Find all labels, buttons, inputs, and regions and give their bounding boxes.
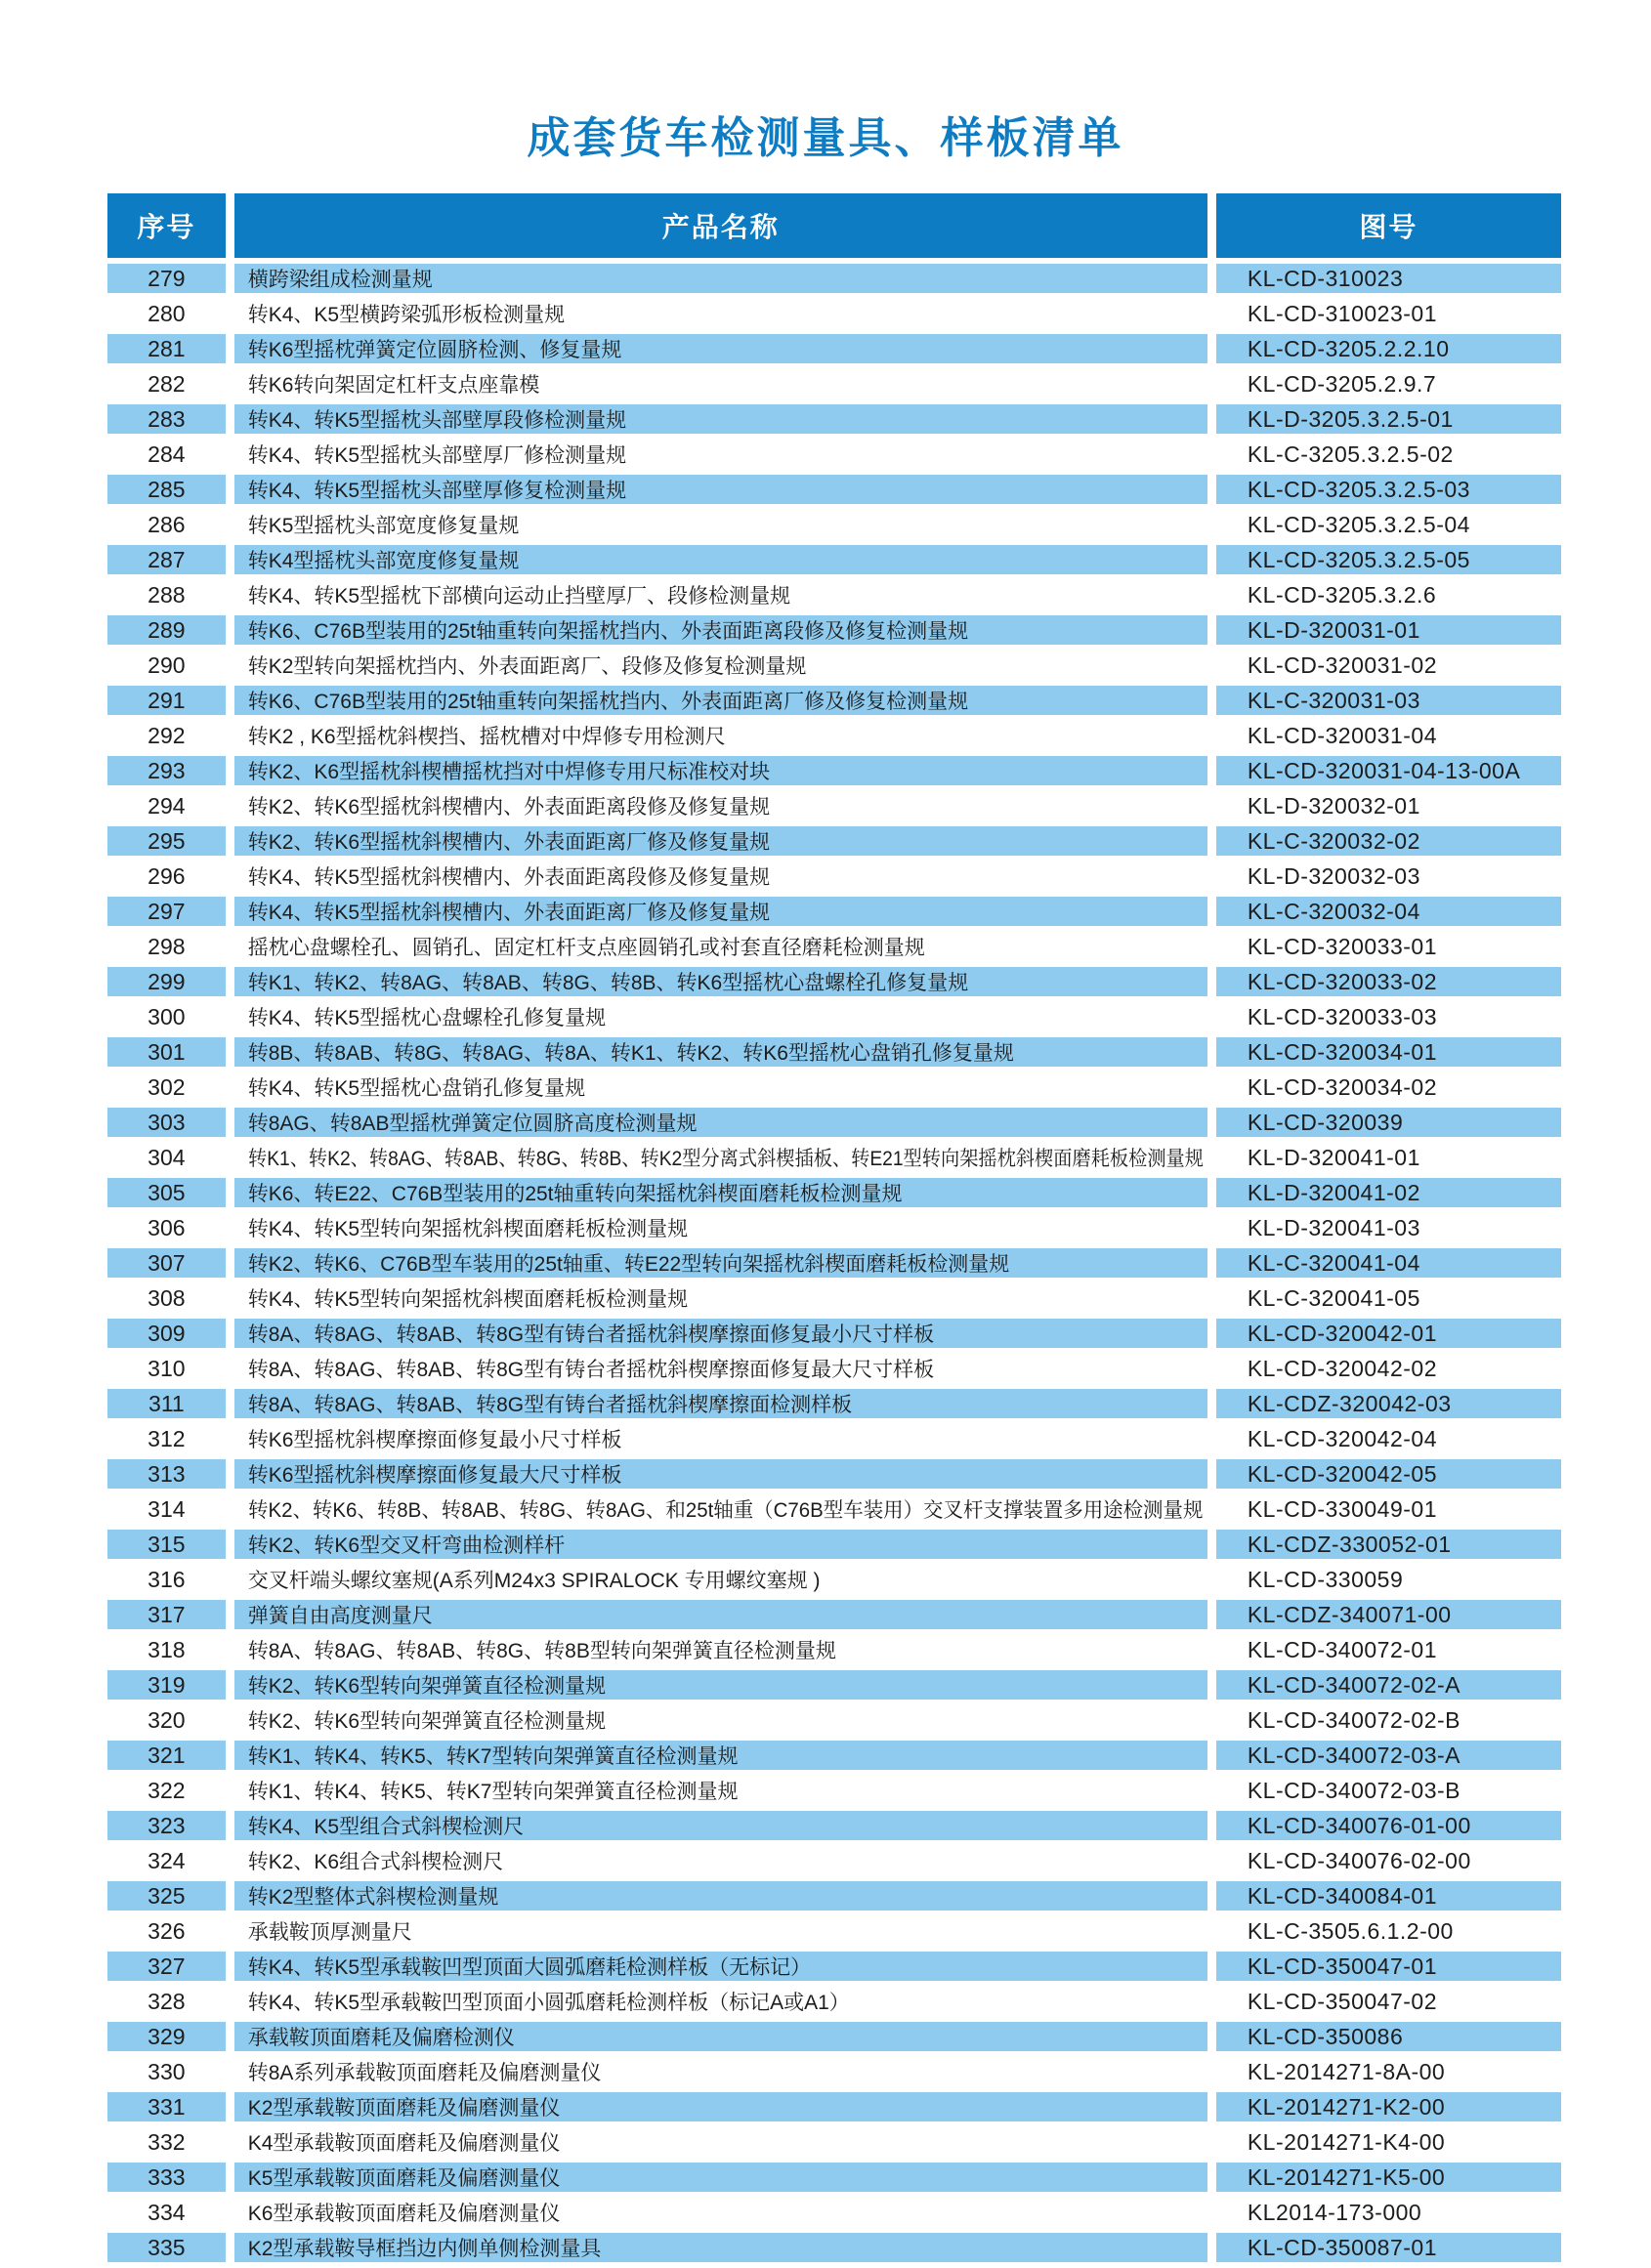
row-index: 327	[107, 1952, 226, 1981]
table-row	[107, 1108, 1561, 1137]
row-index: 302	[148, 1073, 186, 1100]
table-row	[107, 580, 1561, 609]
row-drawing-number: KL-CD-3205.2.2.10	[1216, 334, 1561, 363]
table-row	[107, 1846, 1561, 1875]
row-drawing-number: KL-CD-3205.3.2.5-03	[1216, 475, 1561, 504]
row-drawing-number: KL2014-173-000	[1247, 2199, 1422, 2225]
row-index: 309	[107, 1319, 226, 1348]
row-index: 296	[148, 862, 186, 889]
table-row	[107, 1635, 1561, 1664]
table-row	[107, 2022, 1561, 2051]
table-row	[107, 686, 1561, 715]
row-index: 335	[107, 2233, 226, 2262]
table-row	[107, 1530, 1561, 1559]
row-index: 318	[148, 1636, 186, 1662]
column-header-index: 序号	[107, 193, 226, 258]
row-index: 284	[148, 441, 186, 467]
row-product-name: 转K2型整体式斜楔检测量规	[234, 1881, 1207, 1911]
table-row	[107, 756, 1561, 785]
row-drawing-number: KL-CD-350087-01	[1216, 2233, 1561, 2262]
table-row	[107, 440, 1561, 469]
row-product-name: 转K4、K5型横跨梁弧形板检测量规	[247, 304, 566, 326]
table-row	[107, 2057, 1561, 2086]
row-product-name: 转K6型摇枕斜楔摩擦面修复最大尺寸样板	[234, 1459, 1207, 1489]
row-product-name: 转8A、转8AG、转8AB、转8G、转8B型转向架弹簧直径检测量规	[247, 1640, 836, 1662]
table-row	[107, 1072, 1561, 1102]
row-product-name: 转K4、K5型组合式斜楔检测尺	[234, 1811, 1207, 1840]
row-product-name: 转K4、转K5型转向架摇枕斜楔面磨耗板检测量规	[247, 1288, 689, 1311]
row-index: 295	[107, 826, 226, 856]
row-index: 328	[148, 1988, 186, 2014]
row-drawing-number: KL-CD-3205.3.2.6	[1247, 581, 1437, 608]
row-index: 332	[148, 2128, 186, 2155]
row-drawing-number: KL-C-320041-04	[1216, 1248, 1561, 1278]
row-drawing-number: KL-CDZ-330052-01	[1216, 1530, 1561, 1559]
row-product-name: 转K2型转向架摇枕挡内、外表面距离厂、段修及修复检测量规	[247, 655, 807, 678]
table-row	[107, 1811, 1561, 1840]
row-index: 281	[107, 334, 226, 363]
row-product-name: 转K6、C76B型装用的25t轴重转向架摇枕挡内、外表面距离段修及修复检测量规	[234, 615, 1207, 645]
row-index: 315	[107, 1530, 226, 1559]
row-product-name: K6型承载鞍顶面磨耗及偏磨测量仪	[247, 2203, 561, 2225]
row-index: 334	[148, 2199, 186, 2225]
row-drawing-number: KL-CD-340072-03-A	[1216, 1741, 1561, 1770]
row-product-name: K2型承载鞍顶面磨耗及偏磨测量仪	[234, 2092, 1207, 2121]
row-index: 304	[148, 1144, 186, 1170]
row-product-name: 转K1、转K4、转K5、转K7型转向架弹簧直径检测量规	[247, 1781, 739, 1803]
row-index: 311	[107, 1389, 226, 1418]
table-header-row	[107, 193, 1561, 258]
row-drawing-number: KL-CD-320042-01	[1216, 1319, 1561, 1348]
table-row	[107, 334, 1561, 363]
table-row	[107, 1213, 1561, 1242]
row-index: 288	[148, 581, 186, 608]
row-index: 298	[148, 933, 186, 959]
page-title: 成套货车检测量具、样板清单	[527, 114, 1124, 162]
row-index: 303	[107, 1108, 226, 1137]
row-drawing-number: KL-CD-330049-01	[1247, 1495, 1437, 1522]
row-index: 330	[148, 2058, 186, 2084]
row-index: 333	[107, 2163, 226, 2192]
row-product-name: K2型承载鞍导框挡边内侧单侧检测量具	[234, 2233, 1207, 2262]
row-index: 331	[107, 2092, 226, 2121]
row-drawing-number: KL-C-320041-05	[1247, 1284, 1420, 1311]
row-index: 319	[107, 1670, 226, 1700]
row-drawing-number: KL-C-3505.6.1.2-00	[1247, 1917, 1454, 1944]
row-product-name: 转K6转向架固定杠杆支点座靠模	[247, 374, 540, 397]
row-drawing-number: KL-D-320041-03	[1247, 1214, 1420, 1240]
table-row	[107, 1881, 1561, 1911]
row-drawing-number: KL-D-320041-02	[1216, 1178, 1561, 1207]
row-drawing-number: KL-CD-320039	[1216, 1108, 1561, 1137]
row-drawing-number: KL-CD-320033-02	[1216, 967, 1561, 996]
table-row	[107, 299, 1561, 328]
row-product-name: 转K4、转K5型摇枕头部壁厚修复检测量规	[234, 475, 1207, 504]
row-index: 297	[107, 897, 226, 926]
product-list-table	[99, 188, 1570, 2268]
table-row	[107, 264, 1561, 293]
table-row	[107, 1776, 1561, 1805]
table-row	[107, 1037, 1561, 1067]
row-product-name: 转K1、转K4、转K5、转K7型转向架弹簧直径检测量规	[234, 1741, 1207, 1770]
row-drawing-number: KL-2014271-K2-00	[1216, 2092, 1561, 2121]
row-drawing-number: KL-D-3205.3.2.5-01	[1216, 404, 1561, 434]
row-index: 283	[107, 404, 226, 434]
table-row	[107, 897, 1561, 926]
row-product-name: 转K2、转K6型转向架弹簧直径检测量规	[247, 1710, 607, 1733]
row-index: 326	[148, 1917, 186, 1944]
row-product-name: 转K1、转K2、转8AG、转8AB、转8G、转8B、转K2型分离式斜楔插板、转E21型转向架摇枕斜楔面磨耗板检测量规	[247, 1148, 1204, 1170]
row-index: 285	[107, 475, 226, 504]
row-product-name: 转K4、转K5型摇枕斜楔槽内、外表面距离段修及修复量规	[247, 866, 771, 889]
row-product-name: 转K2、转K6型转向架弹簧直径检测量规	[234, 1670, 1207, 1700]
row-index: 286	[148, 511, 186, 537]
row-drawing-number: KL-CD-330059	[1247, 1566, 1404, 1592]
table-row	[107, 1952, 1561, 1981]
row-drawing-number: KL-CD-340084-01	[1216, 1881, 1561, 1911]
row-product-name: 摇枕心盘螺栓孔、圆销孔、固定杠杆支点座圆销孔或衬套直径磨耗检测量规	[247, 937, 925, 959]
row-index: 291	[107, 686, 226, 715]
row-index: 320	[148, 1706, 186, 1733]
table-row	[107, 1178, 1561, 1207]
row-drawing-number: KL-C-320032-04	[1216, 897, 1561, 926]
row-drawing-number: KL-CD-340072-02-A	[1216, 1670, 1561, 1700]
row-index: 313	[107, 1459, 226, 1489]
table-row	[107, 1143, 1561, 1172]
row-drawing-number: KL-2014271-8A-00	[1247, 2058, 1446, 2084]
row-product-name: 交叉杆端头螺纹塞规(A系列M24x3 SPIRALOCK 专用螺纹塞规 )	[247, 1570, 821, 1592]
row-index: 310	[148, 1355, 186, 1381]
row-product-name: 转K4、转K5型摇枕心盘螺栓孔修复量规	[247, 1007, 607, 1029]
row-index: 317	[107, 1600, 226, 1629]
row-drawing-number: KL-2014271-K5-00	[1216, 2163, 1561, 2192]
row-index: 300	[148, 1003, 186, 1029]
row-index: 307	[107, 1248, 226, 1278]
row-drawing-number: KL-C-3205.3.2.5-02	[1247, 441, 1454, 467]
table-row	[107, 1600, 1561, 1629]
row-index: 293	[107, 756, 226, 785]
row-product-name: 转K4、转K5型承载鞍凹型顶面大圆弧磨耗检测样板（无标记）	[234, 1952, 1207, 1981]
table-row	[107, 1494, 1561, 1524]
row-product-name: 弹簧自由高度测量尺	[234, 1600, 1207, 1629]
table-row	[107, 967, 1561, 996]
row-product-name: 转K2、转K6型摇枕斜楔槽内、外表面距离厂修及修复量规	[234, 826, 1207, 856]
row-index: 289	[107, 615, 226, 645]
row-drawing-number: KL-CD-350047-01	[1216, 1952, 1561, 1981]
row-drawing-number: KL-CD-340072-01	[1247, 1636, 1437, 1662]
row-product-name: 转K6、转E22、C76B型装用的25t轴重转向架摇枕斜楔面磨耗板检测量规	[234, 1178, 1207, 1207]
table-row	[107, 2092, 1561, 2121]
row-drawing-number: KL-CD-3205.2.9.7	[1247, 370, 1437, 397]
table-row	[107, 1916, 1561, 1946]
table-row	[107, 651, 1561, 680]
row-product-name: 转K4、转K5型转向架摇枕斜楔面磨耗板检测量规	[247, 1218, 689, 1240]
row-product-name: 转K2、转K6、转8B、转8AB、转8G、转8AG、和25t轴重（C76B型车装用）交叉杆支撑装置多用途检测量规	[247, 1499, 1204, 1522]
table-row	[107, 721, 1561, 750]
row-product-name: 转K4、转K5型承载鞍凹型顶面小圆弧磨耗检测样板（标记A或A1）	[247, 1992, 850, 2014]
row-product-name: 承载鞍顶面磨耗及偏磨检测仪	[234, 2022, 1207, 2051]
table-row	[107, 791, 1561, 820]
row-drawing-number: KL-CD-310023	[1216, 264, 1561, 293]
row-index: 280	[148, 300, 186, 326]
row-product-name: 转K6、C76B型装用的25t轴重转向架摇枕挡内、外表面距离厂修及修复检测量规	[234, 686, 1207, 715]
table-row	[107, 932, 1561, 961]
row-product-name: K4型承载鞍顶面磨耗及偏磨测量仪	[247, 2132, 561, 2155]
row-drawing-number: KL-CD-320031-04	[1247, 722, 1437, 748]
table-row	[107, 2127, 1561, 2157]
row-product-name: K5型承载鞍顶面磨耗及偏磨测量仪	[234, 2163, 1207, 2192]
table-row	[107, 1565, 1561, 1594]
row-drawing-number: KL-CD-320033-03	[1247, 1003, 1437, 1029]
row-index: 287	[107, 545, 226, 574]
row-drawing-number: KL-CD-320042-04	[1247, 1425, 1437, 1451]
row-drawing-number: KL-CD-3205.3.2.5-04	[1247, 511, 1470, 537]
row-product-name: 横跨梁组成检测量规	[234, 264, 1207, 293]
table-row	[107, 1670, 1561, 1700]
row-drawing-number: KL-CD-340076-02-00	[1247, 1847, 1471, 1873]
row-index: 282	[148, 370, 186, 397]
row-product-name: 转8A系列承载鞍顶面磨耗及偏磨测量仪	[247, 2062, 602, 2084]
row-drawing-number: KL-CD-350086	[1216, 2022, 1561, 2051]
column-header-drawing-number: 图号	[1216, 193, 1561, 258]
row-product-name: 转K4、转K5型摇枕心盘销孔修复量规	[247, 1077, 586, 1100]
row-index: 294	[148, 792, 186, 819]
table-row	[107, 1987, 1561, 2016]
row-index: 312	[148, 1425, 186, 1451]
row-index: 308	[148, 1284, 186, 1311]
row-drawing-number: KL-CD-320034-02	[1247, 1073, 1437, 1100]
row-index: 322	[148, 1777, 186, 1803]
table-row	[107, 1002, 1561, 1031]
row-product-name: 转K4、转K5型摇枕斜楔槽内、外表面距离厂修及修复量规	[234, 897, 1207, 926]
row-drawing-number: KL-CD-340072-03-B	[1247, 1777, 1460, 1803]
row-product-name: 转K2、转K6型摇枕斜楔槽内、外表面距离段修及修复量规	[247, 796, 771, 819]
table-row	[107, 1389, 1561, 1418]
row-drawing-number: KL-C-320031-03	[1216, 686, 1561, 715]
table-row	[107, 1354, 1561, 1383]
table-row	[107, 510, 1561, 539]
table-row	[107, 369, 1561, 399]
row-product-name: 转K4型摇枕头部宽度修复量规	[234, 545, 1207, 574]
row-drawing-number: KL-2014271-K4-00	[1247, 2128, 1446, 2155]
table-row	[107, 1459, 1561, 1489]
row-index: 305	[107, 1178, 226, 1207]
row-index: 306	[148, 1214, 186, 1240]
row-product-name: 转K4、转K5型摇枕头部壁厚厂修检测量规	[247, 444, 627, 467]
row-drawing-number: KL-D-320032-03	[1247, 862, 1420, 889]
table-row	[107, 2233, 1561, 2262]
row-product-name: 转K4、转K5型摇枕下部横向运动止挡壁厚厂、段修检测量规	[247, 585, 791, 608]
row-index: 325	[107, 1881, 226, 1911]
table-row	[107, 615, 1561, 645]
row-index: 314	[148, 1495, 186, 1522]
table-row	[107, 826, 1561, 856]
row-product-name: 转8A、转8AG、转8AB、转8G型有铸台者摇枕斜楔摩擦面修复最大尺寸样板	[247, 1359, 935, 1381]
table-row	[107, 404, 1561, 434]
table-row	[107, 2198, 1561, 2227]
row-product-name: 转8A、转8AG、转8AB、转8G型有铸台者摇枕斜楔摩擦面检测样板	[234, 1389, 1207, 1418]
row-product-name: 转K2、K6型摇枕斜楔槽摇枕挡对中焊修专用尺标准校对块	[234, 756, 1207, 785]
row-product-name: 转K2、转K6型交叉杆弯曲检测样杆	[234, 1530, 1207, 1559]
row-drawing-number: KL-D-320041-01	[1247, 1144, 1420, 1170]
row-product-name: 转K4、转K5型摇枕头部壁厚段修检测量规	[234, 404, 1207, 434]
row-product-name: 承载鞍顶厚测量尺	[247, 1921, 412, 1944]
row-index: 290	[148, 651, 186, 678]
table-row	[107, 2163, 1561, 2192]
table-row	[107, 861, 1561, 891]
row-drawing-number: KL-CD-320042-05	[1216, 1459, 1561, 1489]
row-drawing-number: KL-CD-320042-02	[1247, 1355, 1437, 1381]
row-drawing-number: KL-CDZ-340071-00	[1216, 1600, 1561, 1629]
row-product-name: 转K1、转K2、转8AG、转8AB、转8G、转8B、转K6型摇枕心盘螺栓孔修复量规	[234, 967, 1207, 996]
row-drawing-number: KL-CD-350047-02	[1247, 1988, 1437, 2014]
row-index: 292	[148, 722, 186, 748]
row-drawing-number: KL-CD-320033-01	[1247, 933, 1437, 959]
row-index: 323	[107, 1811, 226, 1840]
row-drawing-number: KL-D-320032-01	[1247, 792, 1420, 819]
table-body	[107, 264, 1561, 2262]
row-index: 324	[148, 1847, 186, 1873]
row-product-name: 转8AG、转8AB型摇枕弹簧定位圆脐高度检测量规	[234, 1108, 1207, 1137]
row-product-name: 转K2 , K6型摇枕斜楔挡、摇枕槽对中焊修专用检测尺	[247, 726, 726, 748]
row-product-name: 转K5型摇枕头部宽度修复量规	[247, 515, 520, 537]
table-row	[107, 1283, 1561, 1313]
row-drawing-number: KL-CD-3205.3.2.5-05	[1216, 545, 1561, 574]
row-drawing-number: KL-D-320031-01	[1216, 615, 1561, 645]
document-page	[0, 114, 1651, 2260]
row-index: 321	[107, 1741, 226, 1770]
row-drawing-number: KL-CDZ-320042-03	[1216, 1389, 1561, 1418]
table-row	[107, 475, 1561, 504]
row-product-name: 转8A、转8AG、转8AB、转8G型有铸台者摇枕斜楔摩擦面修复最小尺寸样板	[234, 1319, 1207, 1348]
table-row	[107, 1319, 1561, 1348]
row-index: 301	[107, 1037, 226, 1067]
table-row	[107, 1705, 1561, 1735]
row-drawing-number: KL-CD-320031-04-13-00A	[1216, 756, 1561, 785]
row-drawing-number: KL-C-320032-02	[1216, 826, 1561, 856]
table-row	[107, 1248, 1561, 1278]
row-index: 299	[107, 967, 226, 996]
row-index: 329	[107, 2022, 226, 2051]
table-row	[107, 545, 1561, 574]
table-row	[107, 1424, 1561, 1453]
row-product-name: 转K6型摇枕弹簧定位圆脐检测、修复量规	[234, 334, 1207, 363]
row-drawing-number: KL-CD-320034-01	[1216, 1037, 1561, 1067]
column-header-product-name: 产品名称	[234, 193, 1207, 258]
row-drawing-number: KL-CD-340076-01-00	[1216, 1811, 1561, 1840]
row-index: 279	[107, 264, 226, 293]
row-product-name: 转K6型摇枕斜楔摩擦面修复最小尺寸样板	[247, 1429, 622, 1451]
row-drawing-number: KL-CD-310023-01	[1247, 300, 1437, 326]
row-product-name: 转8B、转8AB、转8G、转8AG、转8A、转K1、转K2、转K6型摇枕心盘销孔修复量规	[234, 1037, 1207, 1067]
row-index: 316	[148, 1566, 186, 1592]
row-product-name: 转K2、K6组合式斜楔检测尺	[247, 1851, 504, 1873]
table-row	[107, 1741, 1561, 1770]
row-drawing-number: KL-CD-340072-02-B	[1247, 1706, 1460, 1733]
row-product-name: 转K2、转K6、C76B型车装用的25t轴重、转E22型转向架摇枕斜楔面磨耗板检测量规	[234, 1248, 1207, 1278]
row-drawing-number: KL-CD-320031-02	[1247, 651, 1437, 678]
